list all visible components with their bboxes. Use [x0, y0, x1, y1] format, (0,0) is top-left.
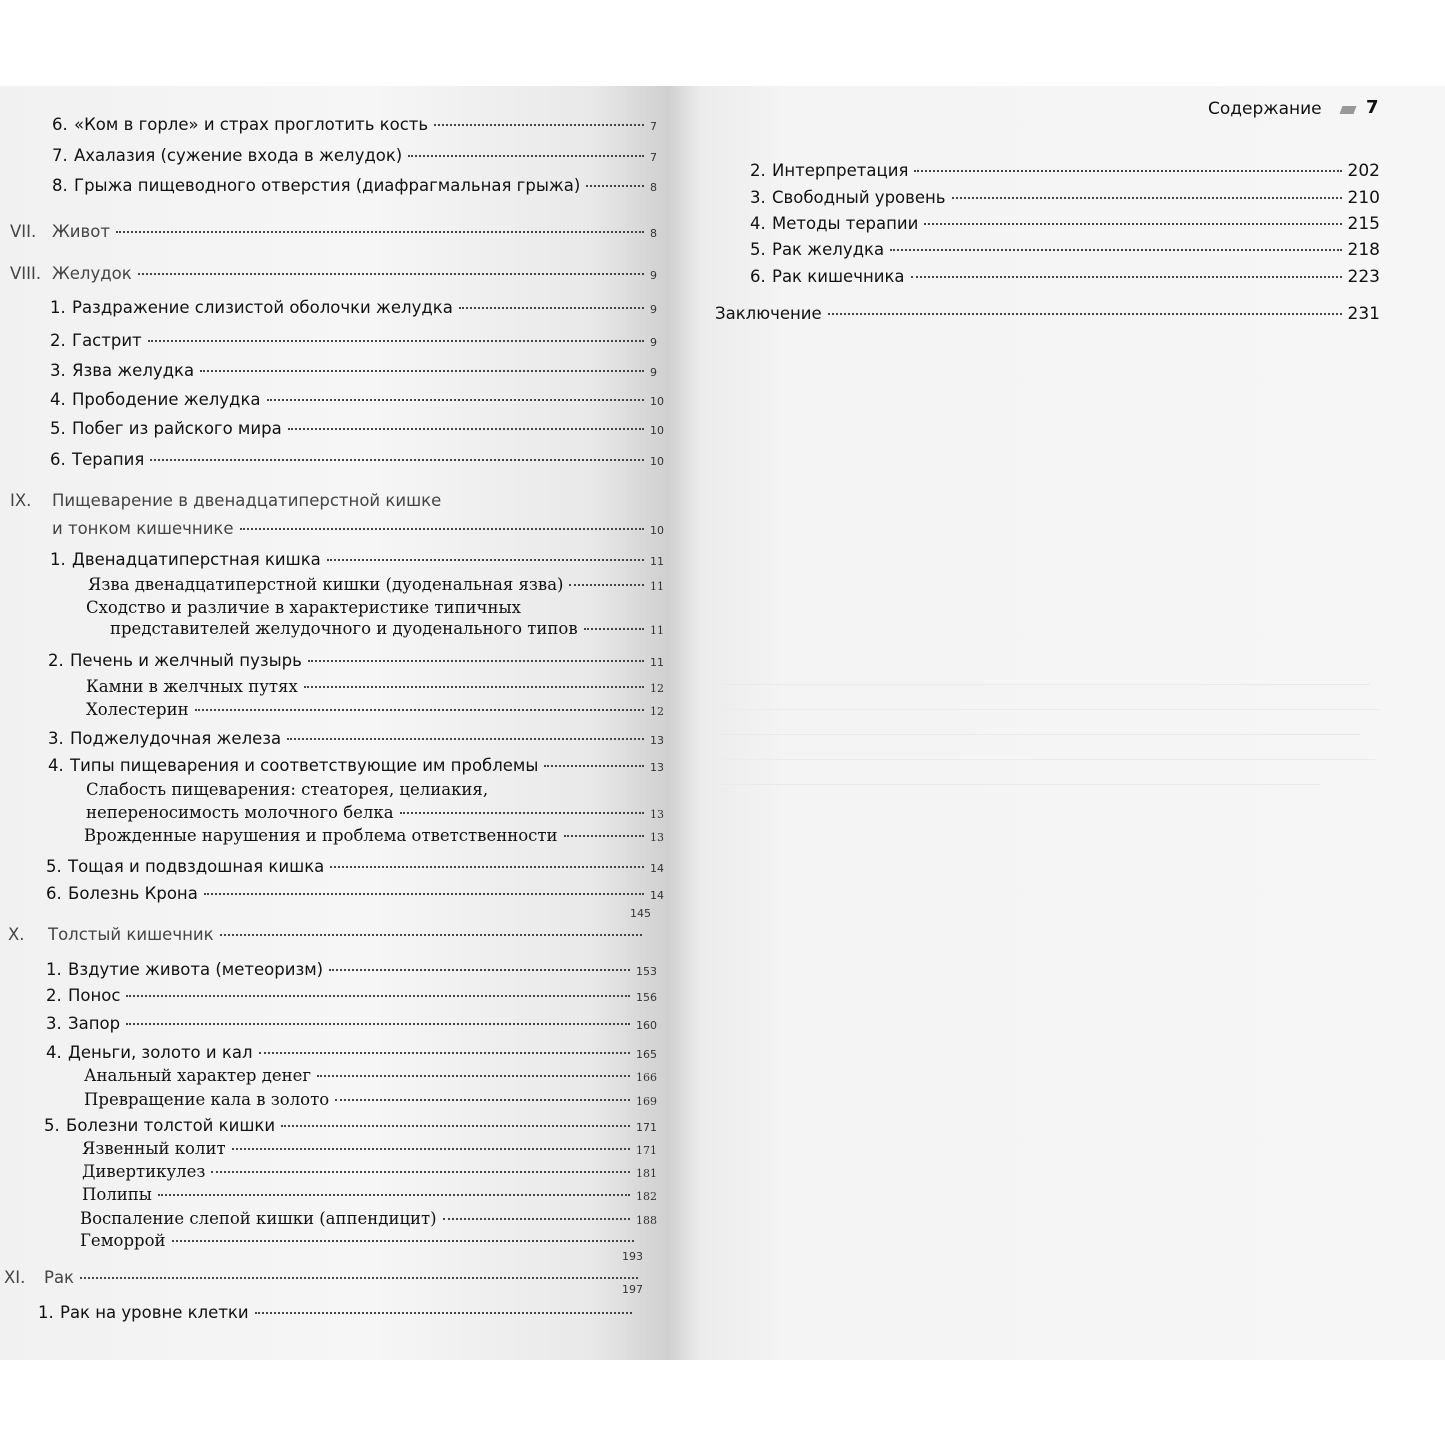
- entry-number: 3.: [48, 729, 64, 748]
- entry-number: 6.: [46, 884, 62, 903]
- entry-page: 9: [650, 336, 657, 349]
- entry-page: 156: [636, 991, 657, 1004]
- entry-title: Врожденные нарушения и проблема ответственности: [84, 826, 558, 845]
- entry-page: 165: [636, 1048, 657, 1061]
- entry-number: 7.: [52, 146, 68, 165]
- entry-title: Прободение желудка: [72, 390, 261, 409]
- entry-title: Геморрой: [80, 1231, 166, 1250]
- dot-leader: [288, 428, 644, 430]
- entry-title: Рак на уровне клетки: [60, 1303, 249, 1322]
- dot-leader: [267, 399, 644, 401]
- dot-leader: [914, 170, 1341, 172]
- dot-leader: [138, 273, 644, 275]
- entry-page: 171: [636, 1121, 657, 1134]
- dot-leader: [200, 370, 644, 372]
- toc-page-number: [630, 907, 660, 920]
- entry-title: Болезнь Крона: [68, 884, 198, 903]
- toc-page-number: [622, 1250, 658, 1263]
- chapter-number: IX.: [10, 491, 32, 510]
- chapter-title: и тонком кишечнике: [52, 519, 234, 538]
- entry-title: Камни в желчных путях: [86, 677, 298, 696]
- toc-subentry[interactable]: [80, 1231, 640, 1250]
- entry-page: 13: [650, 831, 664, 844]
- entry-page: 9: [650, 303, 657, 316]
- toc-entry[interactable]: [750, 240, 1380, 260]
- entry-title: Типы пищеварения и соответствующие им проблемы: [70, 756, 539, 775]
- toc-entry[interactable]: [50, 390, 662, 409]
- entry-number: 1.: [50, 550, 66, 569]
- dot-leader: [232, 1148, 630, 1150]
- entry-number: 3.: [50, 361, 66, 380]
- dot-leader: [126, 995, 630, 997]
- toc-entry[interactable]: [46, 857, 662, 876]
- entry-title: Понос: [68, 986, 121, 1005]
- entry-number: 1.: [38, 1303, 54, 1322]
- entry-number: 4.: [750, 214, 766, 233]
- entry-page: 182: [636, 1190, 657, 1203]
- entry-page: 166: [636, 1071, 657, 1084]
- entry-page: 11: [650, 555, 664, 568]
- entry-page: 197: [622, 1283, 643, 1296]
- entry-title: Заключение: [715, 304, 822, 323]
- entry-title: непереносимость молочного белка: [86, 803, 394, 822]
- chapter-number: X.: [8, 925, 25, 944]
- entry-number: 2.: [50, 331, 66, 350]
- entry-page: 13: [650, 761, 664, 774]
- entry-title: Дивертикулез: [82, 1162, 206, 1181]
- entry-title: Терапия: [72, 450, 145, 469]
- dot-leader: [195, 709, 644, 711]
- dot-leader: [564, 835, 644, 837]
- toc-entry[interactable]: [46, 1043, 660, 1062]
- chapter-number: VII.: [10, 222, 37, 241]
- entry-title: Методы терапии: [772, 214, 919, 233]
- dot-leader: [544, 765, 644, 767]
- entry-title: Запор: [68, 1014, 121, 1033]
- entry-page: 7: [650, 120, 657, 133]
- dot-leader: [287, 738, 644, 740]
- toc-chapter[interactable]: [10, 491, 662, 510]
- running-head-title: Содержание: [1208, 99, 1322, 119]
- entry-number: 4.: [50, 390, 66, 409]
- dot-leader: [158, 1194, 630, 1196]
- entry-page: 9: [650, 366, 657, 379]
- entry-page: 231: [1347, 304, 1380, 324]
- dot-leader: [586, 185, 644, 187]
- entry-page: 223: [1347, 267, 1380, 287]
- dot-leader: [172, 1240, 634, 1242]
- entry-number: 4.: [46, 1043, 62, 1062]
- toc-chapter[interactable]: [8, 925, 648, 944]
- dot-leader: [329, 969, 630, 971]
- dot-leader: [126, 1023, 630, 1025]
- entry-page: 145: [630, 907, 651, 920]
- dot-leader: [308, 660, 644, 662]
- entry-number: 8.: [52, 176, 68, 195]
- toc-subentry[interactable]: [84, 1090, 660, 1109]
- toc-entry[interactable]: [50, 419, 662, 438]
- toc-entry[interactable]: [44, 1116, 660, 1135]
- entry-page: 153: [636, 965, 657, 978]
- entry-number: 6.: [52, 115, 68, 134]
- dot-leader: [281, 1125, 630, 1127]
- entry-title: Грыжа пищеводного отверстия (диафрагмальная грыжа): [74, 176, 581, 195]
- dot-leader: [204, 893, 644, 895]
- dot-leader: [148, 340, 644, 342]
- toc-subentry[interactable]: [80, 1209, 660, 1228]
- toc-subentry-continued[interactable]: [110, 619, 662, 638]
- dot-leader: [80, 1277, 638, 1279]
- toc-entry[interactable]: [46, 960, 660, 979]
- entry-page: 11: [650, 580, 664, 593]
- entry-title: представителей желудочного и дуоденального типов: [110, 619, 578, 638]
- entry-number: 3.: [750, 188, 766, 207]
- entry-title: Слабость пищеварения: стеаторея, целиакия,: [86, 780, 489, 799]
- toc-subentry[interactable]: [86, 677, 662, 696]
- entry-page: 10: [650, 455, 664, 468]
- entry-number: 4.: [48, 756, 64, 775]
- toc-entry-conclusion[interactable]: [715, 304, 1380, 324]
- dot-leader: [116, 231, 644, 233]
- entry-title: Язва двенадцатиперстной кишки (дуоденальная язва): [88, 575, 564, 594]
- entry-title: Интерпретация: [772, 161, 909, 180]
- toc-entry[interactable]: [46, 1014, 660, 1033]
- chapter-title: Рак: [44, 1268, 75, 1287]
- dot-leader: [911, 276, 1342, 278]
- entry-page: 218: [1347, 240, 1380, 260]
- toc-entry[interactable]: [48, 651, 662, 670]
- dot-leader: [259, 1052, 631, 1054]
- entry-title: Язва желудка: [72, 361, 195, 380]
- toc-entry[interactable]: [50, 550, 662, 569]
- dot-leader: [924, 223, 1341, 225]
- dot-leader: [211, 1171, 630, 1173]
- entry-page: 14: [650, 862, 664, 875]
- chapter-title: Толстый кишечник: [48, 925, 214, 944]
- chapter-title: Пищеварение в двенадцатиперстной кишке: [52, 491, 442, 510]
- entry-title: Вздутие живота (метеоризм): [68, 960, 324, 979]
- dot-leader: [443, 1218, 630, 1220]
- entry-number: 2.: [48, 651, 64, 670]
- toc-subentry-continued[interactable]: [86, 803, 662, 822]
- entry-number: 6.: [750, 267, 766, 286]
- dot-leader: [459, 307, 644, 309]
- entry-page: 8: [650, 181, 657, 194]
- chapter-number: XI.: [4, 1268, 26, 1287]
- dot-leader: [400, 812, 644, 814]
- entry-page: 11: [650, 656, 664, 669]
- toc-subentry[interactable]: [86, 700, 662, 719]
- entry-title: Воспаление слепой кишки (аппендицит): [80, 1209, 437, 1228]
- dot-leader: [434, 124, 644, 126]
- entry-title: Сходство и различие в характеристике типичных: [86, 598, 521, 617]
- entry-page: 193: [622, 1250, 643, 1263]
- entry-page: 13: [650, 808, 664, 821]
- chapter-title: Желудок: [52, 264, 132, 283]
- toc-subentry[interactable]: [82, 1139, 660, 1158]
- entry-title: Превращение кала в золото: [84, 1090, 330, 1109]
- entry-page: 9: [650, 269, 657, 282]
- toc-entry[interactable]: [46, 986, 660, 1005]
- entry-page: 10: [650, 395, 664, 408]
- entry-title: Свободный уровень: [772, 188, 946, 207]
- entry-number: 3.: [46, 1014, 62, 1033]
- toc-subentry[interactable]: [82, 1185, 660, 1204]
- dot-leader: [952, 197, 1342, 199]
- dot-leader: [220, 934, 642, 936]
- toc-page-number: [622, 1283, 658, 1296]
- toc-subentry: [86, 598, 662, 617]
- toc-chapter[interactable]: [4, 1268, 644, 1287]
- entry-number: 6.: [50, 450, 66, 469]
- toc-subentry: [86, 780, 662, 799]
- toc-subentry[interactable]: [84, 1066, 660, 1085]
- entry-page: 11: [650, 624, 664, 637]
- entry-page: 181: [636, 1167, 657, 1180]
- entry-title: Рак кишечника: [772, 267, 905, 286]
- entry-title: Гастрит: [72, 331, 142, 350]
- entry-page: 188: [636, 1214, 657, 1227]
- entry-number: 1.: [46, 960, 62, 979]
- dot-leader: [408, 155, 644, 157]
- entry-page: 169: [636, 1095, 657, 1108]
- toc-chapter[interactable]: [10, 222, 662, 241]
- toc-entry[interactable]: [52, 115, 662, 134]
- entry-page: 12: [650, 705, 664, 718]
- entry-title: «Ком в горле» и страх проглотить кость: [74, 115, 429, 134]
- entry-number: 5.: [44, 1116, 60, 1135]
- toc-entry[interactable]: [750, 214, 1380, 234]
- toc-entry[interactable]: [50, 331, 662, 350]
- dot-leader: [569, 584, 644, 586]
- toc-entry[interactable]: [50, 361, 662, 380]
- entry-number: 5.: [46, 857, 62, 876]
- toc-subentry[interactable]: [88, 575, 662, 594]
- entry-number: 5.: [750, 240, 766, 259]
- entry-number: 2.: [46, 986, 62, 1005]
- entry-number: 2.: [750, 161, 766, 180]
- entry-page: 10: [650, 424, 664, 437]
- entry-page: 7: [650, 151, 657, 164]
- entry-title: Язвенный колит: [82, 1139, 226, 1158]
- dot-leader: [584, 628, 644, 630]
- show-through-text: [720, 660, 1420, 785]
- page-number: 7: [1366, 97, 1379, 118]
- entry-page: 13: [650, 734, 664, 747]
- entry-page: 171: [636, 1144, 657, 1157]
- toc-entry[interactable]: [750, 161, 1380, 181]
- entry-title: Двенадцатиперстная кишка: [72, 550, 321, 569]
- entry-title: Рак желудка: [772, 240, 885, 259]
- toc-entry[interactable]: [38, 1303, 638, 1322]
- toc-entry[interactable]: [50, 298, 662, 317]
- entry-title: Деньги, золото и кал: [68, 1043, 253, 1062]
- entry-page: 12: [650, 682, 664, 695]
- entry-title: Поджелудочная железа: [70, 729, 282, 748]
- square-bullet-icon: [1340, 106, 1357, 114]
- entry-page: 8: [650, 227, 657, 240]
- toc-entry[interactable]: [50, 450, 662, 469]
- entry-title: Тощая и подвздошная кишка: [68, 857, 325, 876]
- entry-title: Печень и желчный пузырь: [70, 651, 302, 670]
- toc-chapter-continued[interactable]: [52, 519, 662, 538]
- entry-title: Полипы: [82, 1185, 152, 1204]
- dot-leader: [828, 313, 1342, 315]
- entry-page: 210: [1347, 188, 1380, 208]
- chapter-number: VIII.: [10, 264, 42, 283]
- dot-leader: [304, 686, 644, 688]
- toc-entry[interactable]: [48, 756, 662, 775]
- entry-page: 14: [650, 889, 664, 902]
- toc-entry[interactable]: [46, 884, 662, 903]
- entry-title: Ахалазия (сужение входа в желудок): [74, 146, 403, 165]
- entry-title: Болезни толстой кишки: [66, 1116, 276, 1135]
- entry-title: Раздражение слизистой оболочки желудка: [72, 298, 453, 317]
- dot-leader: [890, 249, 1341, 251]
- dot-leader: [317, 1075, 630, 1077]
- dot-leader: [327, 559, 644, 561]
- chapter-title: Живот: [52, 222, 110, 241]
- toc-entry[interactable]: [750, 267, 1380, 287]
- toc-subentry[interactable]: [82, 1162, 660, 1181]
- toc-subentry[interactable]: [84, 826, 662, 845]
- entry-number: 5.: [50, 419, 66, 438]
- toc-chapter[interactable]: [10, 264, 662, 283]
- entry-title: Холестерин: [86, 700, 189, 719]
- entry-title: Анальный характер денег: [84, 1066, 312, 1085]
- entry-page: 215: [1347, 214, 1380, 234]
- entry-number: 1.: [50, 298, 66, 317]
- toc-entry[interactable]: [52, 146, 662, 165]
- entry-page: 202: [1347, 161, 1380, 181]
- entry-title: Побег из райского мира: [72, 419, 282, 438]
- entry-page: 160: [636, 1019, 657, 1032]
- dot-leader: [330, 866, 644, 868]
- toc-entry[interactable]: [48, 729, 662, 748]
- toc-entry[interactable]: [52, 176, 662, 195]
- dot-leader: [255, 1312, 632, 1314]
- dot-leader: [335, 1099, 630, 1101]
- toc-entry[interactable]: [750, 188, 1380, 208]
- dot-leader: [150, 459, 644, 461]
- entry-page: 10: [650, 524, 664, 537]
- dot-leader: [240, 528, 644, 530]
